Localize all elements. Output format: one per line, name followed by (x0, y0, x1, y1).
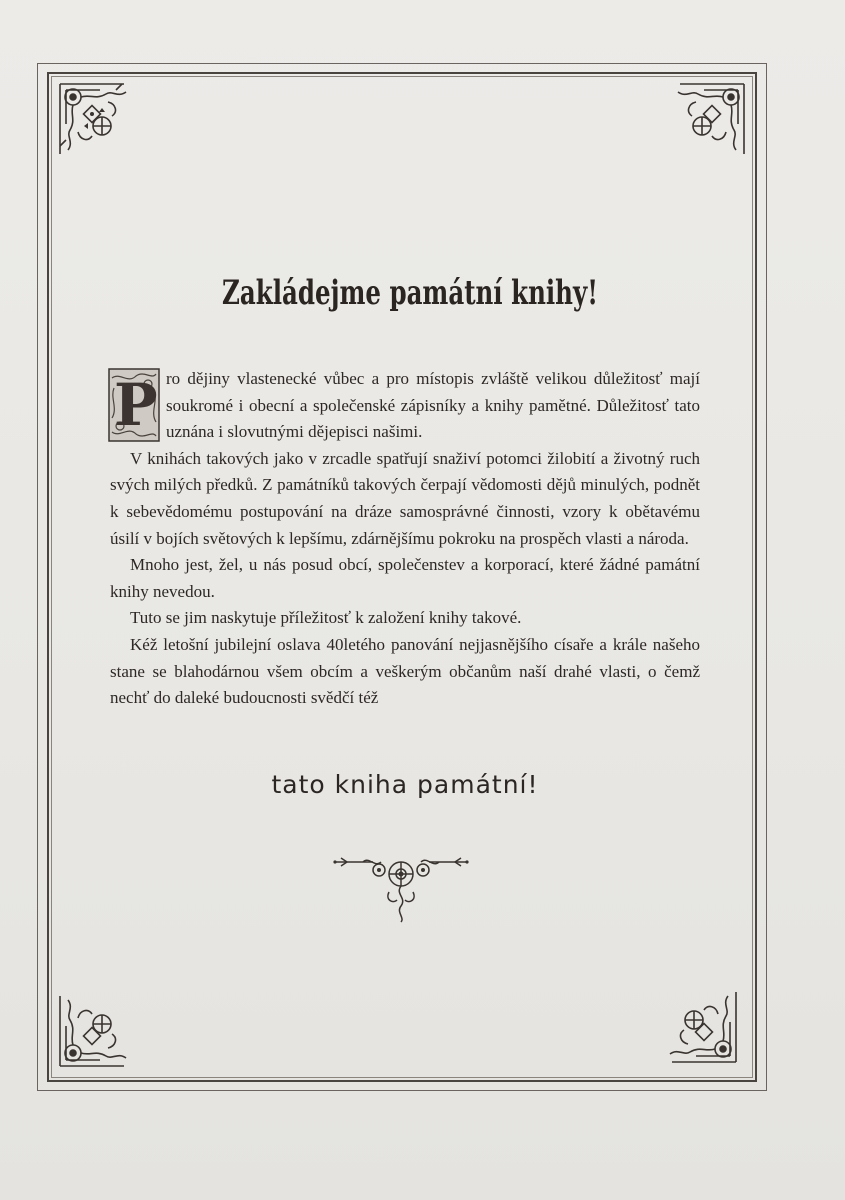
floral-corner-icon (676, 80, 748, 158)
paragraph-5: Kéž letošní jubilejní oslava 40letého panování nejjasnějšího císaře a krále našeho stane se blahodárnou všem obcím a veškerým občanům naší drahé vlasti, o čemž nechť do daleké budoucnosti svědčí též (110, 634, 700, 708)
closing-line: tato kniha památní! (271, 770, 539, 799)
floral-corner-icon (56, 80, 128, 158)
paragraph-4: Tuto se jim naskytuje příležitosť k založení knihy takové. (130, 608, 522, 628)
floral-corner-icon (56, 992, 128, 1070)
dropcap-letter: P (114, 371, 158, 439)
paragraph-3: Mnoho jest, žel, u nás posud obcí, společenstev a korporací, které žádné památní knihy nevedou. (110, 555, 700, 601)
floral-corner-icon (668, 988, 740, 1066)
dropcap-ornament-icon (108, 368, 160, 442)
body-text (110, 366, 700, 712)
paragraph-1 (110, 366, 700, 446)
page-title: Zakládejme památní knihy! (222, 272, 598, 313)
paragraph-2: V knihách takových jako v zrcadle spatřují snaživí potomci žilobití a životný ruch svých milých předků. Z památníků takových čerpají vědomosti dějů minulých, podnět k sebevědomému postupování na dráze samosprávné činnosti, vzory k obětavému úsilí v bojích světových k lepšímu, zdárnějšímu pokroku na prospěch vlasti a národa. (110, 448, 700, 548)
floral-vignette-icon (333, 852, 469, 924)
paragraph-text: ro dějiny vlastenecké vůbec a pro místopis zvláště velikou důležitosť mají soukromé i obecní a společenské zápisníky a knihy pamětné. Důležitosť tato uznána i slovutnými dějepisci našimi. (166, 369, 700, 442)
